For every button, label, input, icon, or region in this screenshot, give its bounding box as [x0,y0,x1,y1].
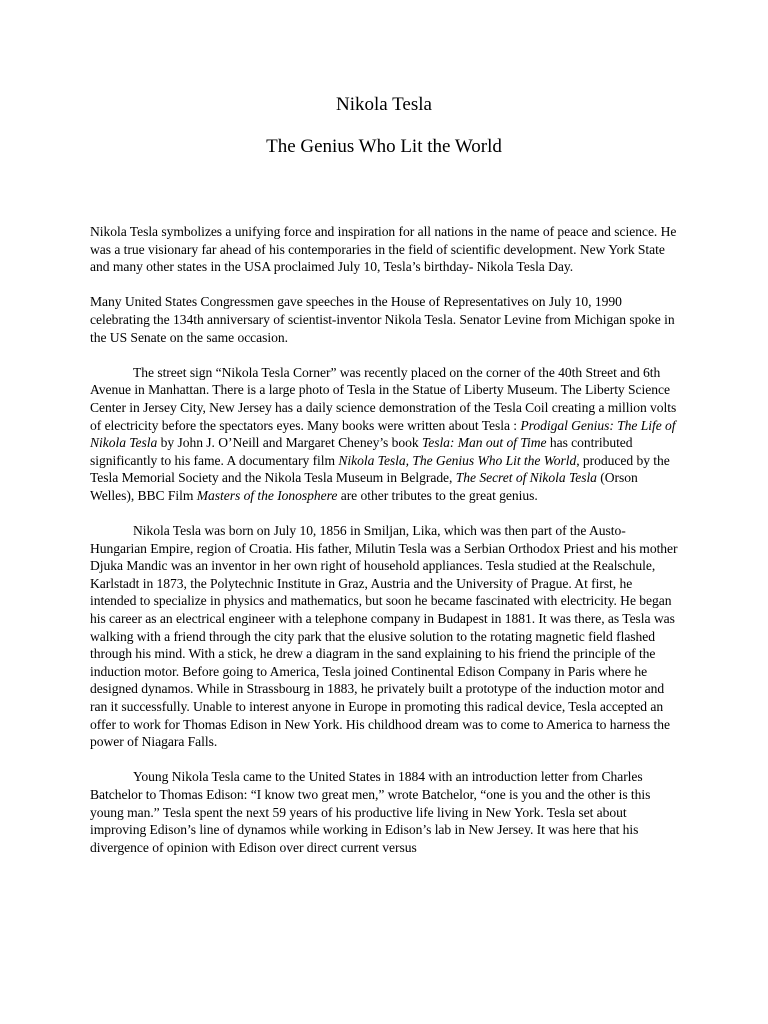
document-subtitle: The Genius Who Lit the World [266,136,502,157]
paragraph [90,768,680,856]
paragraph [90,293,680,346]
paragraph [90,364,680,505]
italic-title-text: Tesla: Man out of Time [421,435,547,451]
paragraph-text: Nikola Tesla was born on July 10, 1856 in Smiljan, Lika, which was then part of the Austo-Hungarian Empire, region of Croatia. His father, Milutin Tesla was a Serbian Orthodox Priest and his mother Djuka Mandic was an inventor in her own right of household appliances. Tesla studied at the Realschule, Karlstadt in 1873, the Polytechnic Institute in Graz, Austria and the University of Prague. At first, he intended to specialize in physics and mathematics, but soon he became fascinated with electricity. He began his career as an electrical engineer with a telephone company in Budapest in 1881. It was there, as Tesla was walking with a friend through the city park that the elusive solution to the rotating magnetic field flashed through his mind. With a stick, he drew a diagram in the sand explaining to his friend the principle of the induction motor. Before going to America, Tesla joined Continental Edison Company in Paris where he designed dynamos. While in Strassbourg in 1883, he privately built a prototype of the induction motor and ran it successfully. Unable to interest anyone in Europe in promoting this radical device, Tesla accepted an offer to work for Thomas Edison in New York. His childhood dream was to come to America to harness the power of Niagara Falls. [90,523,678,750]
paragraph-text: are other tributes to the great genius. [337,487,538,503]
paragraph-text: , produced by the Tesla Memorial Society and the Nikola Tesla Museum in Belgrade, [90,452,670,486]
paragraph [90,522,680,751]
italic-title-text: Nikola Tesla, The Genius Who Lit the World [338,452,577,468]
paragraph [90,223,680,276]
document-title: Nikola Tesla [336,94,432,115]
paragraph-text: Many United States Congressmen gave speeches in the House of Representatives on July 10, 1990 celebrating the 134th anniversary of scientist-inventor Nikola Tesla. Senator Levine from Michigan spoke in the US Senate on the same occasion. [90,294,675,345]
paragraph-text: by John J. O’Neill and Margaret Cheney’s book [157,435,422,451]
paragraph-text: has contributed significantly to his fame. A documentary film [90,435,633,468]
italic-title-text: Prodigal Genius: The Life of Nikola Tesla [90,417,676,451]
paragraph-text: Young Nikola Tesla came to the United States in 1884 with an introduction letter from Charles Batchelor to Thomas Edison: “I know two great men,” wrote Batchelor, “one is you and the other is this young man.” Tesla spent the next 59 years of his productive life living in New York. Tesla set about improving Edison’s line of dynamos while working in Edison’s lab in New Jersey. It was here that his divergence of opinion with Edison over direct current versus [90,769,651,855]
paragraph-text: (Orson Welles), BBC Film [90,470,638,503]
italic-title-text: The Secret of Nikola Tesla [455,470,597,486]
document-body [90,223,680,874]
italic-title-text: Masters of the Ionosphere [196,487,338,503]
paragraph-text: The street sign “Nikola Tesla Corner” was recently placed on the corner of the 40th Street and 6th Avenue in Manhattan. There is a large photo of Tesla in the Statue of Liberty Museum. The Liberty Science Center in Jersey City, New Jersey has a daily science demonstration of the Tesla Coil creating a million volts of electricity before the spectators eyes. Many books were written about Tesla : [90,364,677,433]
paragraph-text: Nikola Tesla symbolizes a unifying force and inspiration for all nations in the name of peace and science. He was a true visionary far ahead of his contemporaries in the field of scientific development. New York State and many other states in the USA proclaimed July 10, Tesla’s birthday- Nikola Tesla Day. [90,224,677,275]
